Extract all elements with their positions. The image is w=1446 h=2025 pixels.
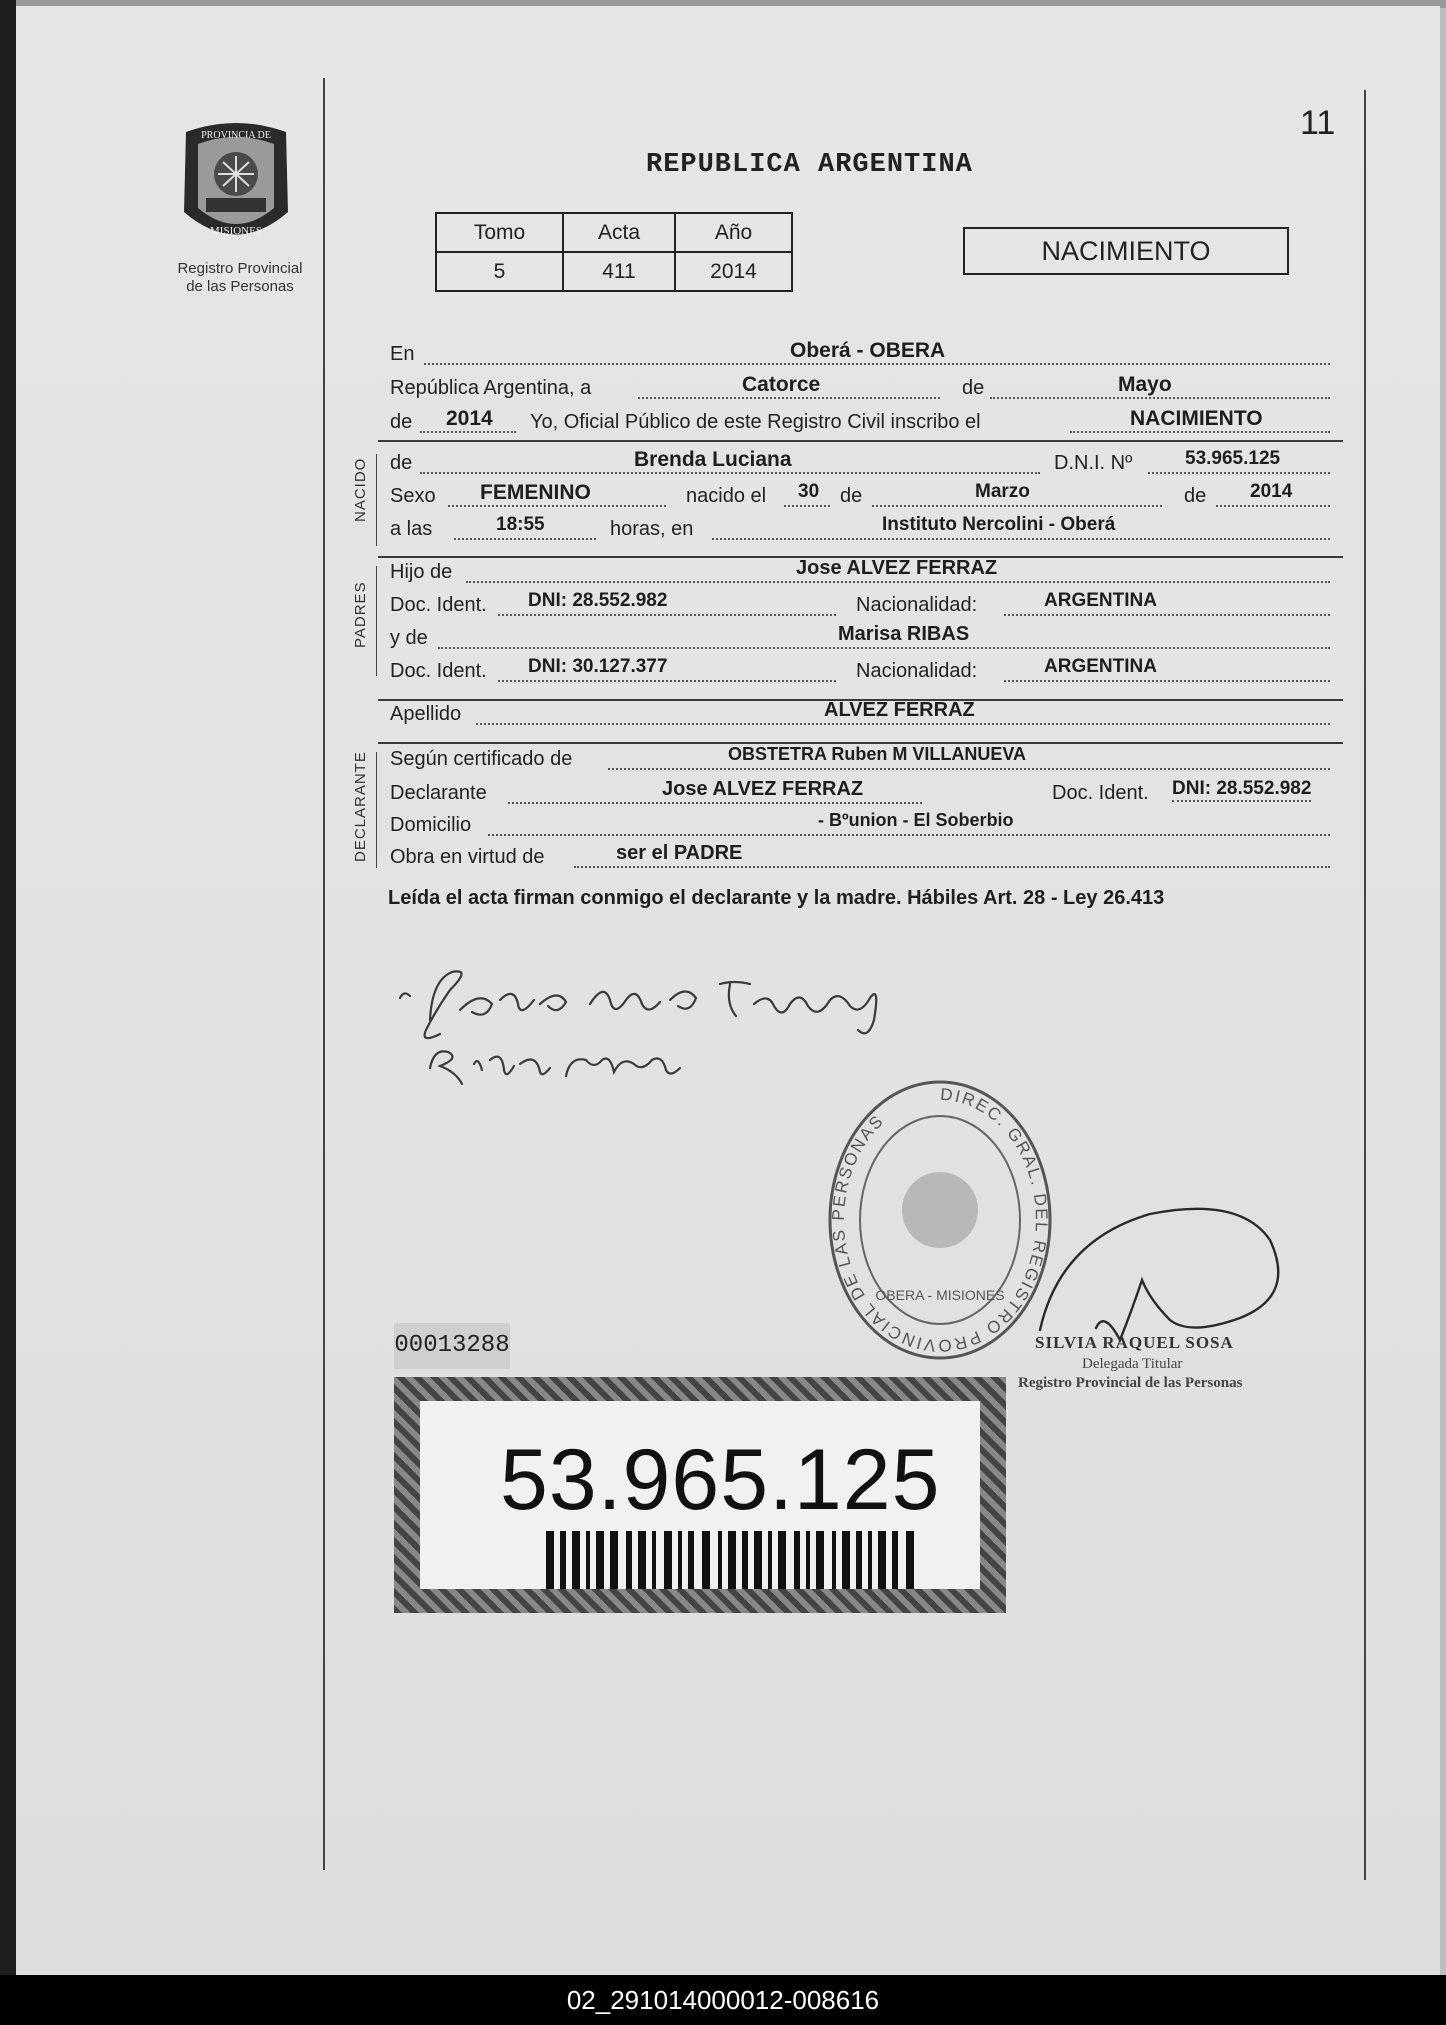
page-number: 11 [1300,104,1336,142]
scan-left-edge [0,0,16,1975]
value-acta: 411 [563,252,675,291]
de-label: de [840,485,863,507]
divider [378,440,1343,442]
row-surname [390,699,1340,729]
dotted-line [454,538,596,540]
dotted-line [420,472,1040,474]
registry-label-line1: Registro Provincial [177,260,303,277]
row-place [390,339,1340,369]
seal-inner-text: OBERA - MISIONES [875,1287,1005,1303]
emblem-text-bottom: MISIONES [210,225,262,237]
dotted-line [498,680,836,682]
de-label: de [390,411,413,433]
registry-label-line2: de las Personas [186,278,294,295]
row-child-name [390,448,1340,478]
emblem-text-top: PROVINCIA DE [201,130,271,141]
birth-day-value: 30 [798,481,820,502]
declarant-doc-value: DNI: 28.552.982 [1172,778,1311,802]
place-value: Oberá - OBERA [790,339,946,362]
birth-month-value: Marzo [975,481,1030,502]
de-label: de [390,452,413,474]
doc-label: Doc. Ident. [390,660,487,682]
section-label-nacido: NACIDO [352,457,369,522]
row-declarant [390,778,1340,808]
control-number-sticker: 00013288 [394,1323,510,1369]
nationality-label: Nacionalidad: [856,594,978,616]
record-reference-table [435,212,793,292]
misiones-province-emblem [176,122,296,252]
birth-year-value: 2014 [1250,481,1293,502]
dotted-line [784,505,830,507]
dotted-line [420,431,516,433]
dotted-line [488,834,1330,836]
certificate-value: OBSTETRA Ruben M VILLANUEVA [728,744,1026,764]
declarant-value: Jose ALVEZ FERRAZ [662,778,864,800]
child-of-label: Hijo de [390,561,453,583]
mother-name-value: Marisa RIBAS [838,623,970,645]
row-father [390,557,1340,587]
registry-label [150,260,330,296]
dotted-line [498,614,836,616]
nationality-label: Nacionalidad: [856,660,978,682]
dotted-line [574,866,1330,868]
sexo-label: Sexo [390,485,436,507]
official-name: SILVIA RAQUEL SOSA [1035,1333,1234,1352]
dotted-line [1216,505,1330,507]
child-name-value: Brenda Luciana [634,448,792,471]
dotted-line [608,768,1330,770]
mother-nationality-value: ARGENTINA [1044,656,1157,677]
row-time-place [390,514,1340,544]
dotted-line [466,581,1330,583]
doc-label: Doc. Ident. [1052,782,1149,804]
section-bracket [376,454,377,546]
surname-value: ALVEZ FERRAZ [824,699,975,721]
left-margin-line [323,78,325,1870]
row-capacity [390,842,1340,872]
doc-label: Doc. Ident. [390,594,487,616]
dni-barcode-sticker [394,1377,1006,1613]
dotted-line [712,538,1330,540]
hours-label: horas, en [610,518,694,540]
dotted-line [476,723,1330,725]
mother-doc-value: DNI: 30.127.377 [528,656,668,677]
month-value: Mayo [1118,373,1172,396]
official-signature [1020,1200,1290,1350]
row-mother [390,623,1340,653]
official-role: Delegada Titular [1082,1356,1183,1372]
section-bracket [376,752,377,868]
dotted-line [638,397,940,399]
day-value: Catorce [742,373,821,396]
certificate-label: Según certificado de [390,748,573,770]
section-bracket [376,566,377,676]
capacity-label: Obra en virtud de [390,846,545,868]
dotted-line [438,647,1330,649]
statement-text: Yo, Oficial Público de este Registro Civil inscribo el [530,411,981,433]
value-tomo: 5 [436,252,563,291]
dotted-line [1004,614,1330,616]
dotted-line [508,802,922,804]
time-label: a las [390,518,433,540]
year-value: 2014 [446,407,493,430]
document-heading: REPUBLICA ARGENTINA [646,150,973,180]
header-acta: Acta [563,213,675,252]
row-certificate [390,744,1340,774]
scan-file-id: 02_291014000012-008616 [0,1975,1446,2025]
dotted-line [1070,431,1330,433]
de-label: de [1184,485,1207,507]
row-statement [390,407,1340,437]
header-ano: Año [675,213,792,252]
en-label: En [390,343,415,365]
capacity-value: ser el PADRE [616,842,743,864]
row-mother-doc [390,656,1340,686]
row-father-doc [390,590,1340,620]
address-label: Domicilio [390,814,472,836]
dotted-line [1004,680,1330,682]
value-ano: 2014 [675,252,792,291]
row-address [390,810,1340,840]
dotted-line [990,397,1330,399]
row-date [390,373,1340,403]
child-dni-value: 53.965.125 [1185,448,1281,469]
dni-sticker-inner [420,1401,980,1589]
de-label: de [962,377,985,399]
dotted-line [872,505,1162,507]
record-type-box: NACIMIENTO [963,227,1289,275]
section-label-declarante: DECLARANTE [352,751,369,862]
dotted-line [448,505,666,507]
father-nationality-value: ARGENTINA [1044,590,1157,611]
dotted-line [1148,472,1330,474]
sex-value: FEMENINO [480,481,591,504]
birth-place-value: Instituto Nercolini - Oberá [882,514,1116,535]
closing-statement: Leída el acta firman conmigo el declarante y la madre. Hábiles Art. 28 - Ley 26.413 [388,887,1165,909]
father-name-value: Jose ALVEZ FERRAZ [796,557,998,579]
right-margin-line [1364,90,1366,1880]
section-label-padres: PADRES [352,581,369,648]
dni-sticker-number: 53.965.125 [500,1432,941,1528]
record-kind-value: NACIMIENTO [1130,407,1263,430]
declarant-label: Declarante [390,782,487,804]
born-label: nacido el [686,485,767,507]
father-doc-value: DNI: 28.552.982 [528,590,668,611]
official-organization: Registro Provincial de las Personas [1018,1375,1243,1391]
seal-outer-text: DIREC. GRAL. DEL REGISTRO PROVINCIAL DE LAS PERSONAS [828,1084,1052,1356]
time-value: 18:55 [496,514,545,535]
surname-label: Apellido [390,703,462,725]
republica-label: República Argentina, a [390,377,592,399]
barcode-graphic [546,1531,916,1589]
and-label: y de [390,627,428,649]
dni-label: D.N.I. Nº [1054,452,1133,474]
row-sex-birth [390,481,1340,511]
dotted-line [424,363,1330,365]
header-tomo: Tomo [436,213,563,252]
address-value: - Bºunion - El Soberbio [818,810,1014,830]
